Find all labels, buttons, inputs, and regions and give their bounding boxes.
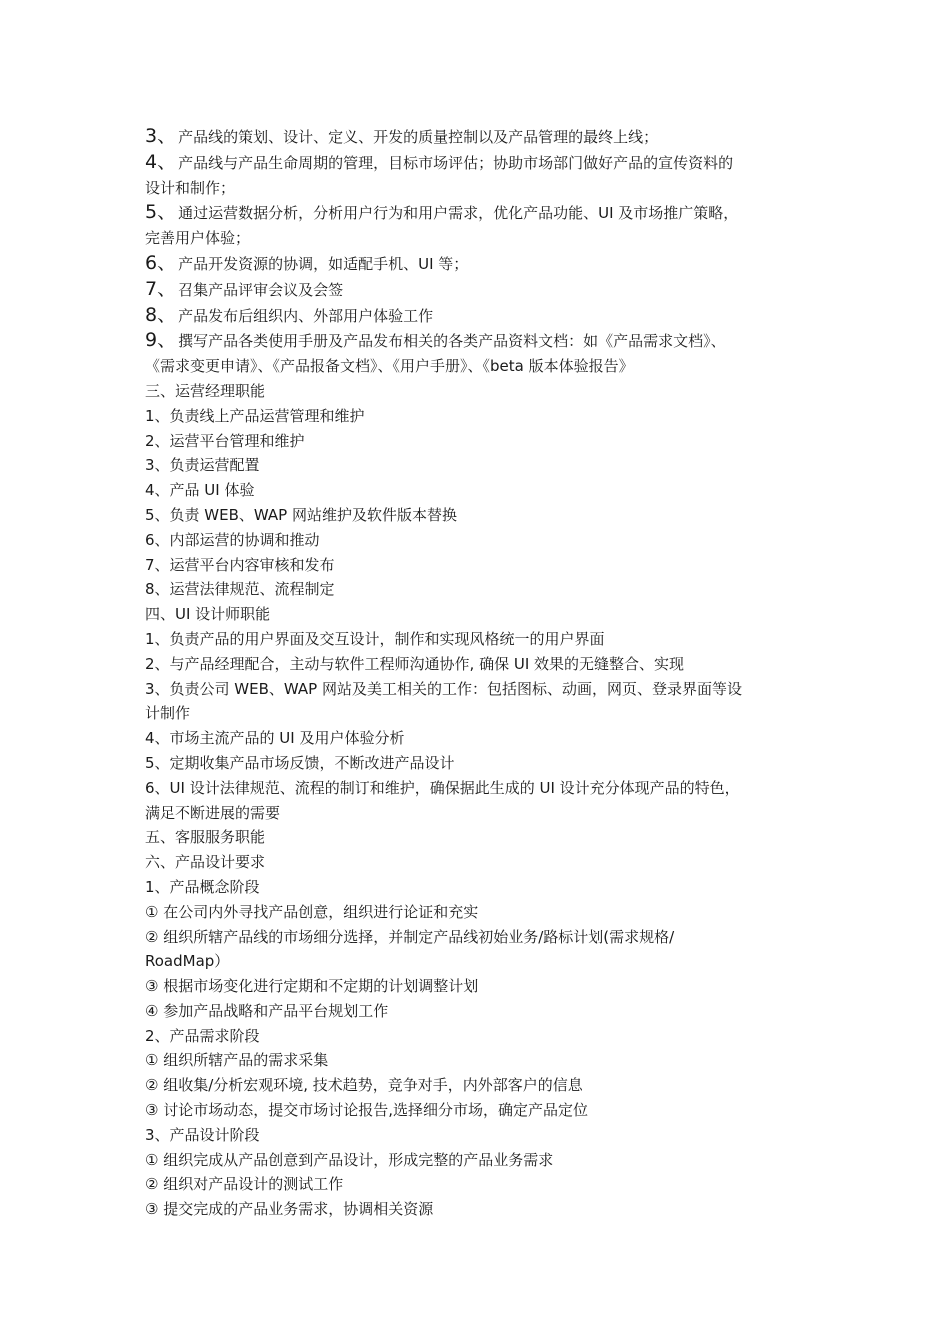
item-text: 产品发布后组织内、外部用户体验工作 bbox=[178, 306, 434, 325]
item-text-continued: 《需求变更申请》、《产品报备文档》、《用户手册》、《beta 版本体验报告》 bbox=[145, 357, 634, 376]
item-text: 召集产品评审会议及会签 bbox=[178, 280, 344, 299]
item-text: 撰写产品各类使用手册及产品发布相关的各类产品资料文档：如《产品需求文档》、 bbox=[178, 332, 726, 351]
list-item: 4、市场主流产品的 UI 及用户体验分析 bbox=[145, 729, 405, 748]
circled-item: ② 组织对产品设计的测试工作 bbox=[145, 1175, 344, 1194]
list-item: 3、负责公司 WEB、WAP 网站及美工相关的工作：包括图标、动画，网页、登录界面等设 bbox=[145, 679, 743, 698]
list-item: 4、产品 UI 体验 bbox=[145, 481, 255, 500]
list-item: 5、定期收集产品市场反馈，不断改进产品设计 bbox=[145, 753, 455, 772]
circled-item: ① 在公司内外寻找产品创意，组织进行论证和充实 bbox=[145, 902, 479, 921]
section-heading: 四、UI 设计师职能 bbox=[145, 605, 271, 624]
numbered-item bbox=[145, 150, 805, 201]
circled-item: ③ 讨论市场动态，提交市场讨论报告,选择细分市场，确定产品定位 bbox=[145, 1101, 588, 1120]
item-text-continued: 完善用户体验； bbox=[145, 229, 251, 248]
subsection-heading: 3、产品设计阶段 bbox=[145, 1125, 260, 1144]
item-text-continued: 设计和制作； bbox=[145, 178, 236, 197]
list-item: 6、UI 设计法律规范、流程的制订和维护，确保据此生成的 UI 设计充分体现产品的特色， bbox=[145, 778, 740, 797]
circled-item-continued: RoadMap） bbox=[145, 952, 230, 971]
item-number: 3、 bbox=[145, 125, 177, 147]
item-number: 5、 bbox=[145, 201, 177, 224]
section-heading: 六、产品设计要求 bbox=[145, 853, 266, 872]
numbered-item bbox=[145, 328, 805, 379]
circled-item: ② 组织所辖产品线的市场细分选择，并制定产品线初始业务/路标计划(需求规格/ bbox=[145, 927, 675, 946]
circled-item: ④ 参加产品战略和产品平台规划工作 bbox=[145, 1001, 389, 1020]
list-item: 5、负责 WEB、WAP 网站维护及软件版本替换 bbox=[145, 505, 457, 524]
list-item: 7、运营平台内容审核和发布 bbox=[145, 555, 335, 574]
item-number: 4、 bbox=[145, 150, 177, 173]
subsection-heading: 1、产品概念阶段 bbox=[145, 877, 260, 896]
numbered-item bbox=[145, 251, 805, 277]
item-number: 9、 bbox=[145, 329, 177, 352]
item-number: 7、 bbox=[145, 277, 177, 300]
numbered-item bbox=[145, 200, 805, 251]
item-number: 6、 bbox=[145, 251, 177, 274]
subsection-heading: 2、产品需求阶段 bbox=[145, 1026, 260, 1045]
list-item: 8、运营法律规范、流程制定 bbox=[145, 580, 335, 599]
item-text: 产品线的策划、设计、定义、开发的质量控制以及产品管理的最终上线； bbox=[178, 128, 659, 146]
list-item: 6、内部运营的协调和推动 bbox=[145, 530, 320, 549]
circled-item: ③ 提交完成的产品业务需求，协调相关资源 bbox=[145, 1200, 434, 1219]
document-content bbox=[145, 124, 805, 1222]
circled-item: ② 组收集/分析宏观环境, 技术趋势，竞争对手，内外部客户的信息 bbox=[145, 1076, 583, 1095]
list-item: 1、负责线上产品运营管理和维护 bbox=[145, 406, 365, 425]
list-item-continued: 满足不断进展的需要 bbox=[145, 803, 281, 822]
item-text: 产品开发资源的协调，如适配手机、UI 等； bbox=[178, 254, 469, 273]
circled-item: ① 组织所辖产品的需求采集 bbox=[145, 1051, 329, 1070]
list-item: 2、与产品经理配合，主动与软件工程师沟通协作, 确保 UI 效果的无缝整合、实现 bbox=[145, 654, 685, 673]
list-item-continued: 计制作 bbox=[145, 704, 191, 723]
section-heading: 五、客服服务职能 bbox=[145, 828, 266, 847]
list-item: 2、运营平台管理和维护 bbox=[145, 431, 305, 450]
item-text: 产品线与产品生命周期的管理，目标市场评估；协助市场部门做好产品的宣传资料的 bbox=[178, 153, 734, 172]
circled-item: ③ 根据市场变化进行定期和不定期的计划调整计划 bbox=[145, 977, 479, 996]
section-heading: 三、运营经理职能 bbox=[145, 381, 266, 400]
numbered-item bbox=[145, 303, 805, 329]
list-item: 1、负责产品的用户界面及交互设计，制作和实现风格统一的用户界面 bbox=[145, 629, 605, 648]
item-text: 通过运营数据分析，分析用户行为和用户需求，优化产品功能、UI 及市场推广策略， bbox=[178, 204, 739, 223]
numbered-item bbox=[145, 277, 805, 303]
list-item: 3、负责运营配置 bbox=[145, 456, 260, 475]
circled-item: ① 组织完成从产品创意到产品设计，形成完整的产品业务需求 bbox=[145, 1150, 554, 1169]
numbered-item bbox=[145, 124, 805, 150]
item-number: 8、 bbox=[145, 303, 177, 326]
